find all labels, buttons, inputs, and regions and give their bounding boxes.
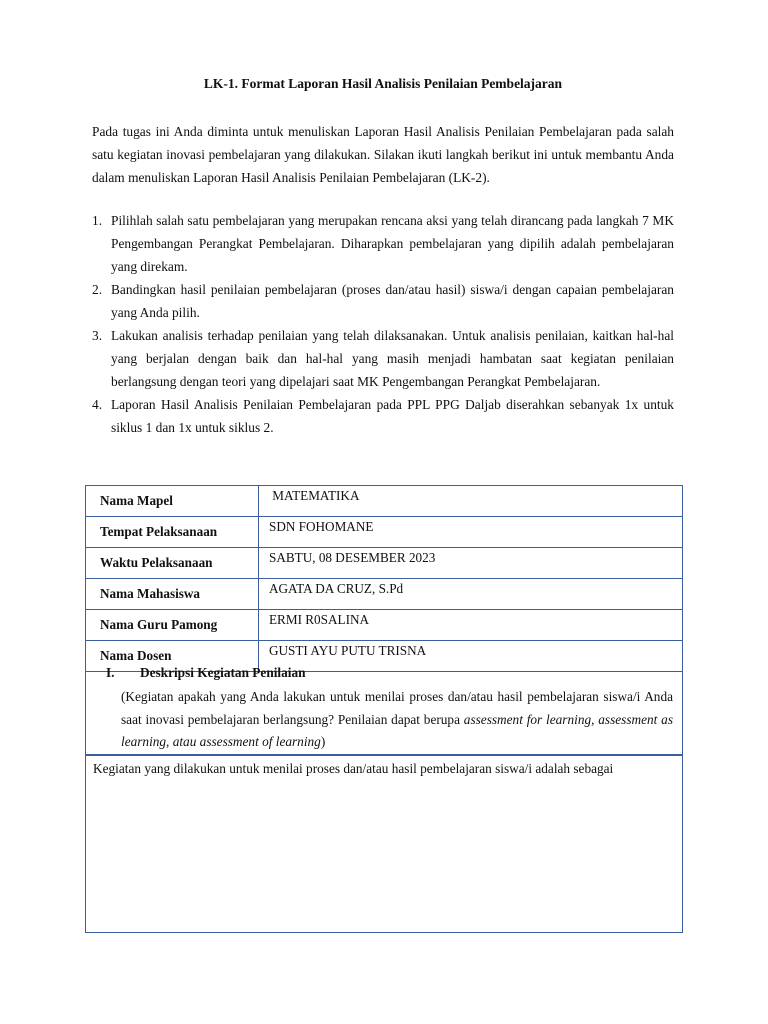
document-title: LK-1. Format Laporan Hasil Analisis Penilaian Pembelajaran bbox=[203, 76, 563, 91]
list-number: 2. bbox=[92, 282, 103, 297]
answer-box[interactable] bbox=[85, 755, 683, 933]
list-item-text: Laporan Hasil Analisis Penilaian Pembelajaran pada PPL PPG Daljab diserahkan sebanyak 1x untuk siklus 1 dan 1x untuk siklus 2. bbox=[111, 397, 674, 435]
row-label: Nama Guru Pamong bbox=[86, 610, 259, 641]
row-value: MATEMATIKA bbox=[259, 486, 683, 517]
table-row bbox=[86, 548, 683, 579]
list-item bbox=[92, 393, 674, 439]
table-row bbox=[86, 610, 683, 641]
row-value: SDN FOHOMANE bbox=[259, 517, 683, 548]
instruction-close: ) bbox=[320, 734, 326, 749]
list-item bbox=[92, 324, 674, 393]
instruction-list bbox=[92, 209, 674, 439]
row-label: Nama Mapel bbox=[86, 486, 259, 517]
section-title: Deskripsi Kegiatan Penilaian bbox=[140, 665, 306, 680]
section-instructions bbox=[121, 686, 673, 754]
row-value: AGATA DA CRUZ, S.Pd bbox=[259, 579, 683, 610]
list-item-text: Lakukan analisis terhadap penilaian yang telah dilaksanakan. Untuk analisis penilaian, kaitkan hal-hal yang berjalan dengan baik dan hal-hal yang masih menjadi hambatan saat kegiatan penilaian berlangsung dengan teori yang dipelajari saat MK Pengembangan Perangkat Pembelajaran. bbox=[111, 328, 674, 389]
intro-paragraph: Pada tugas ini Anda diminta untuk menuliskan Laporan Hasil Analisis Penilaian Pembelajaran pada salah satu kegiatan inovasi pembelajaran yang dilakukan. Silakan ikuti langkah berikut ini untuk membantu Anda dalam menuliskan Laporan Hasil Analisis Penilaian Pembelajaran (LK-2). bbox=[92, 124, 674, 185]
table-row bbox=[86, 486, 683, 517]
list-number: 1. bbox=[92, 213, 103, 228]
row-value: ERMI R0SALINA bbox=[259, 610, 683, 641]
instruction-italic-text: assessment for learning, assessment as learning, atau assessment of learning bbox=[121, 711, 673, 749]
list-number: 4. bbox=[92, 397, 103, 412]
row-label: Nama Mahasiswa bbox=[86, 579, 259, 610]
row-label: Waktu Pelaksanaan bbox=[86, 548, 259, 579]
table-row bbox=[86, 579, 683, 610]
answer-text: Kegiatan yang dilakukan untuk menilai proses dan/atau hasil pembelajaran siswa/i adalah sebagai bbox=[93, 761, 614, 776]
row-value: SABTU, 08 DESEMBER 2023 bbox=[259, 548, 683, 579]
section-heading bbox=[106, 665, 305, 681]
list-item bbox=[92, 278, 674, 324]
list-item-text: Bandingkan hasil penilaian pembelajaran (proses dan/atau hasil) siswa/i dengan capaian pembelajaran yang Anda pilih. bbox=[111, 282, 674, 320]
table-row bbox=[86, 517, 683, 548]
instruction-text: (Kegiatan apakah yang Anda lakukan untuk menilai proses dan/atau hasil pembelajaran siswa/i Anda saat inovasi pembelajaran berlangsung? Penilaian dapat berupa bbox=[121, 689, 673, 727]
section-number: I. bbox=[106, 665, 115, 680]
list-item-text: Pilihlah salah satu pembelajaran yang merupakan rencana aksi yang telah dirancang pada langkah 7 MK Pengembangan Perangkat Pembelajaran. Diharapkan pembelajaran yang dipilih adalah pembelajaran yang direkam. bbox=[111, 213, 674, 274]
row-label: Tempat Pelaksanaan bbox=[86, 517, 259, 548]
row-label: Nama Dosen bbox=[86, 641, 259, 672]
row-value: GUSTI AYU PUTU TRISNA bbox=[259, 641, 683, 672]
list-item bbox=[92, 209, 674, 278]
section-description-box bbox=[85, 659, 683, 755]
list-number: 3. bbox=[92, 328, 103, 343]
identity-table bbox=[85, 485, 683, 672]
